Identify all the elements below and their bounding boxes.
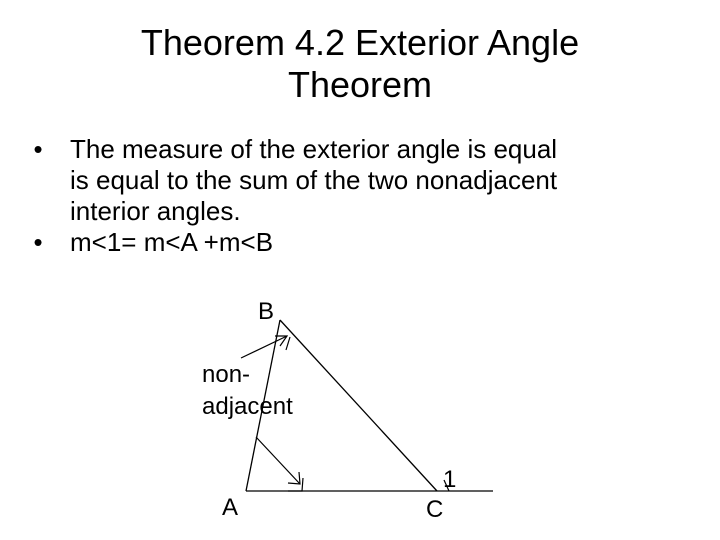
exterior-angle-label: 1 [443, 466, 457, 493]
bullet-marker: • [33, 227, 43, 257]
side-bc [280, 320, 437, 491]
arrow-to-b-line [241, 336, 287, 358]
bullet-text-line-2: is equal to the sum of the two nonadjacent [70, 165, 558, 195]
arrow-to-a-line [256, 437, 300, 484]
bullet-marker: • [33, 134, 43, 164]
vertex-label-a: A [222, 494, 239, 521]
vertex-label-c: C [426, 496, 444, 523]
slide-title-line-2: Theorem [287, 64, 433, 105]
slide-title-line-1: Theorem 4.2 Exterior Angle [140, 22, 580, 63]
bullet-text-line-1: The measure of the exterior angle is equal [70, 134, 558, 164]
note-line-2: adjacent [202, 393, 293, 420]
note-line-1: non- [202, 361, 251, 388]
bullet-formula-text: m<1= m<A +m<B [70, 227, 274, 257]
angle-b-tick [286, 337, 290, 350]
bullet-text-line-3: interior angles. [70, 196, 241, 226]
vertex-label-b: B [258, 298, 275, 325]
